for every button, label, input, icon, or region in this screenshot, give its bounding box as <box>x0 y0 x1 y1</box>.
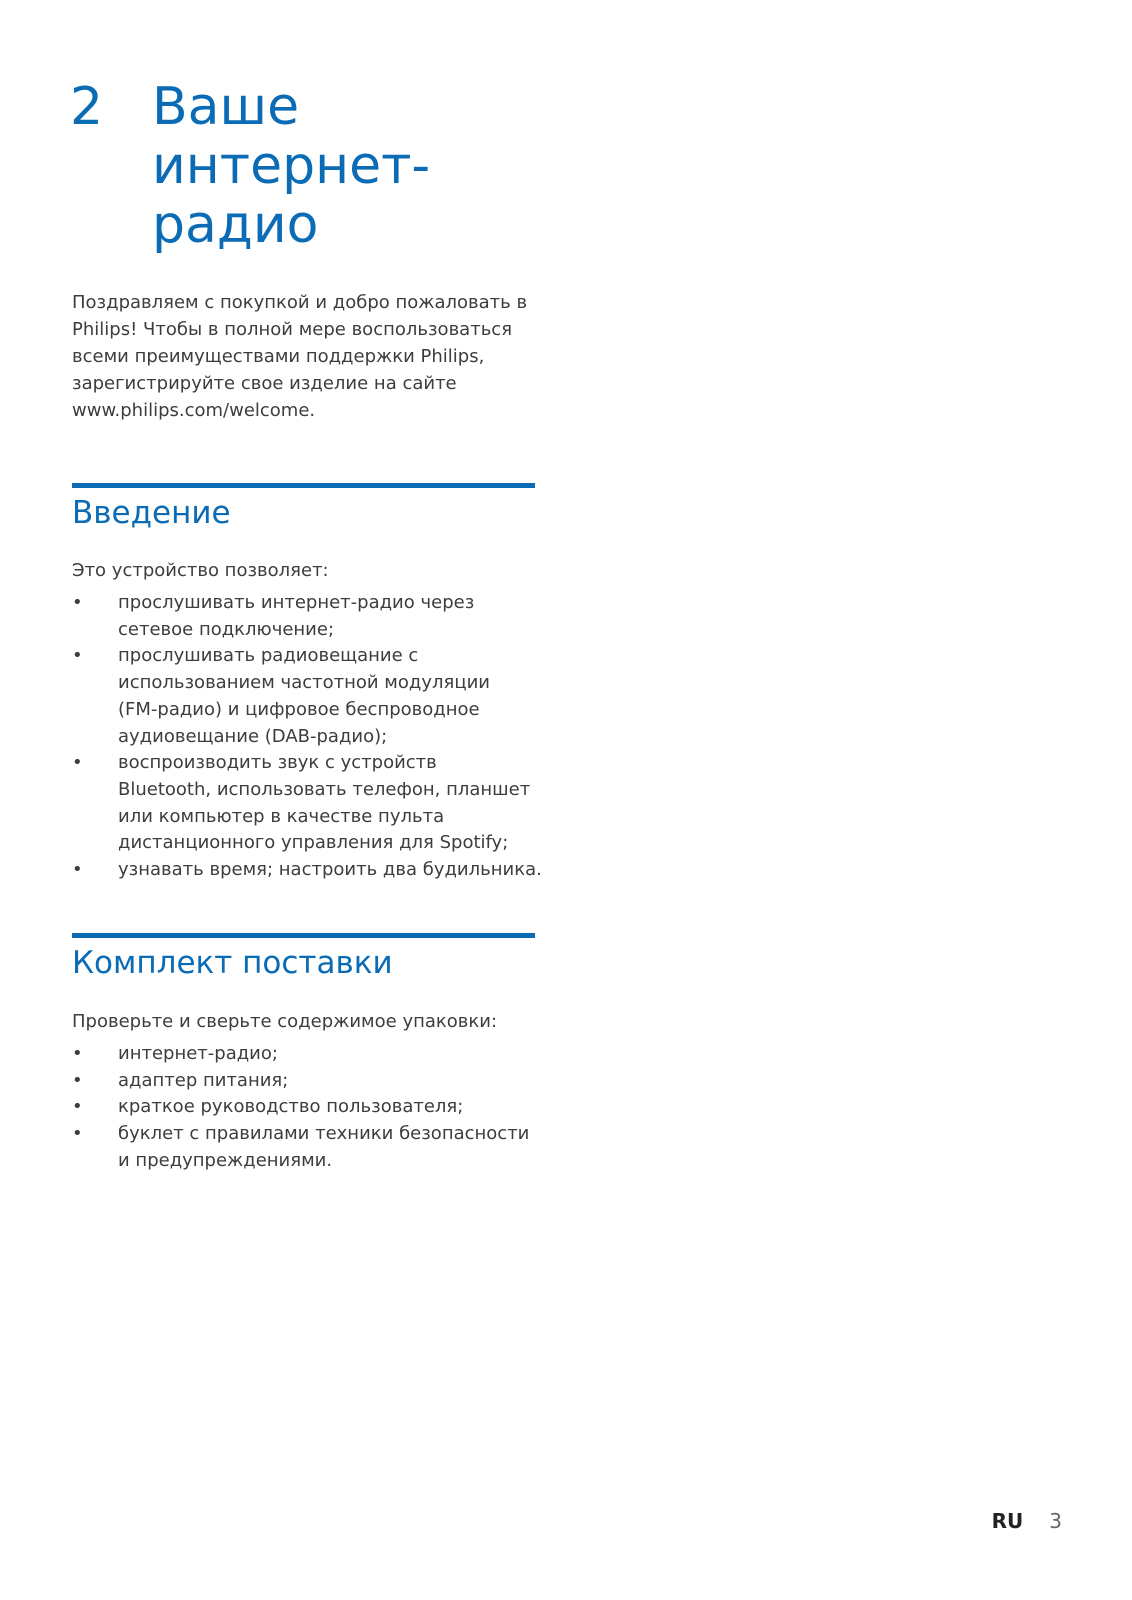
bullet-icon: • <box>72 752 83 774</box>
chapter-title-line: радио <box>152 195 319 255</box>
chapter-title <box>152 78 592 255</box>
section-divider <box>72 933 535 938</box>
list-item-line: дистанционного управления для Spotify; <box>118 832 509 854</box>
list-item-line: (FM-радио) и цифровое беспроводное <box>118 698 480 720</box>
package-list <box>72 1041 542 1175</box>
list-item-line: и предупреждениями. <box>118 1149 333 1171</box>
intro-line: Philips! Чтобы в полной мере воспользоваться <box>72 319 513 340</box>
intro-line: всеми преимуществами поддержки Philips, <box>72 346 485 367</box>
bullet-icon: • <box>72 859 83 881</box>
list-item-line: аудиовещание (DAB-радио); <box>118 725 388 747</box>
introduction-list <box>72 590 542 884</box>
list-item-line: использованием частотной модуляции <box>118 672 490 694</box>
page-number: 3 <box>1049 1509 1062 1533</box>
list-item-line: узнавать время; настроить два будильника. <box>118 859 542 881</box>
list-item-line: адаптер питания; <box>118 1069 289 1091</box>
section-title-package: Комплект поставки <box>72 945 393 981</box>
list-item-line: воспроизводить звук с устройств <box>118 752 437 774</box>
list-item <box>72 1041 542 1068</box>
chapter-title-line: интернет- <box>152 136 431 196</box>
list-item <box>72 750 542 857</box>
bullet-icon: • <box>72 1069 83 1091</box>
list-item <box>72 1068 542 1095</box>
intro-line: Поздравляем с покупкой и добро пожаловать в <box>72 292 528 313</box>
section-divider <box>72 483 535 488</box>
chapter-title-line: Ваше <box>152 77 300 137</box>
list-item <box>72 643 542 750</box>
section-title-introduction: Введение <box>72 495 231 531</box>
bullet-icon: • <box>72 592 83 613</box>
introduction-lead: Это устройство позволяет: <box>72 560 329 581</box>
page-footer <box>992 1508 1062 1534</box>
list-item-line: буклет с правилами техники безопасности <box>118 1123 530 1145</box>
intro-paragraph <box>72 289 542 424</box>
intro-line: зарегистрируйте свое изделие на сайте <box>72 373 457 394</box>
intro-line: www.philips.com/welcome. <box>72 400 316 421</box>
language-code: RU <box>991 1509 1024 1533</box>
package-lead: Проверьте и сверьте содержимое упаковки: <box>72 1011 498 1032</box>
list-item <box>72 1094 542 1121</box>
list-item <box>72 590 542 643</box>
bullet-icon: • <box>72 1043 83 1064</box>
bullet-icon: • <box>72 1123 83 1145</box>
bullet-icon: • <box>72 645 83 667</box>
chapter-number: 2 <box>70 77 104 137</box>
list-item <box>72 1121 542 1174</box>
list-item-line: сетевое подключение; <box>118 618 335 640</box>
bullet-icon: • <box>72 1096 83 1118</box>
list-item-line: прослушивать радиовещание с <box>118 645 419 667</box>
list-item <box>72 857 542 884</box>
list-item-line: прослушивать интернет-радио через <box>118 592 475 613</box>
list-item-line: краткое руководство пользователя; <box>118 1096 464 1118</box>
list-item-line: Bluetooth, использовать телефон, планшет <box>118 778 531 800</box>
list-item-line: интернет-радио; <box>118 1043 278 1064</box>
list-item-line: или компьютер в качестве пульта <box>118 805 445 827</box>
